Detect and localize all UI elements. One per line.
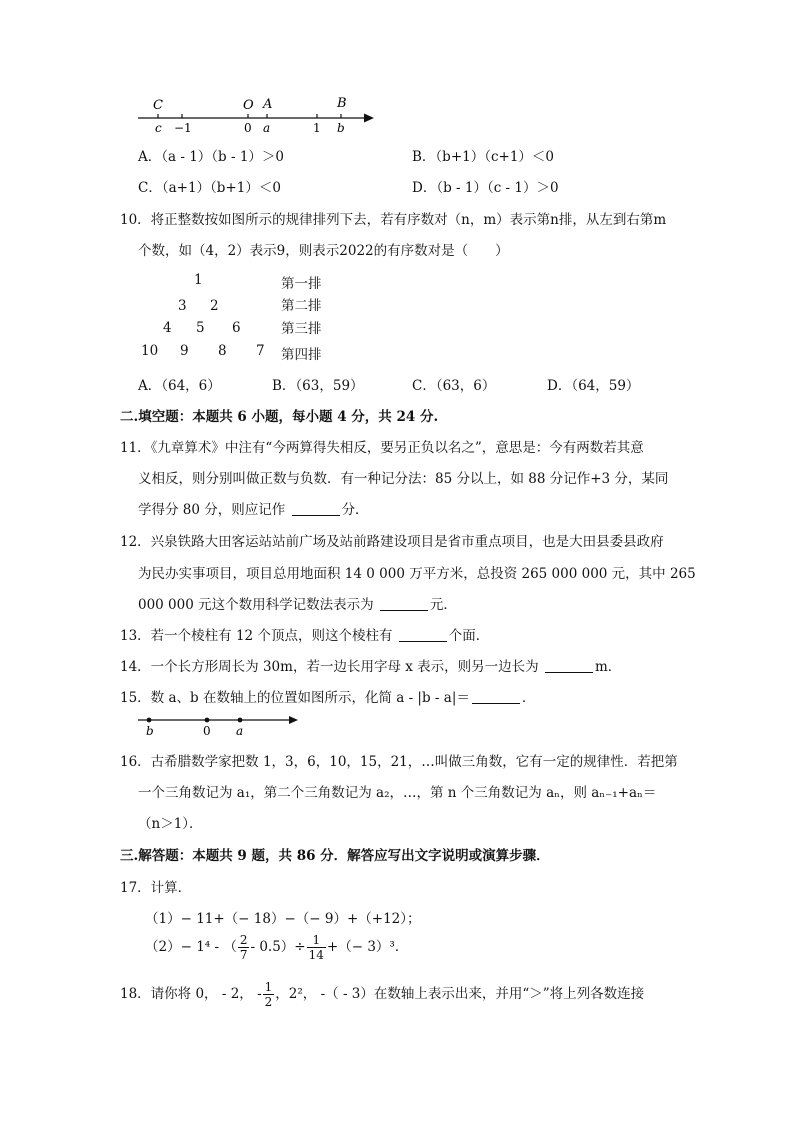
label-B: B [337,96,347,111]
tick-b: b [337,121,345,135]
triangle-cell: 9 [180,343,189,359]
q14-line: 14．一个长方形周长为 30m，若一边长用字母 x 表示，则另一边长为 m． [120,659,622,675]
triangle-cell: 5 [196,320,205,336]
q16-line3: （n＞1）． [138,816,203,832]
q12-line1: 12．兴泉铁路大田客运站站前广场及站前路建设项目是省市重点项目，也是大田县委县政府 [120,534,664,550]
fraction: $\frac{1}{14}$ [308,933,324,962]
q10-line2: 个数，如（4，2）表示9，则表示2022的有序数对是（ ） [138,243,509,259]
q9-option-c: C．（a+1）（b+1）＜0 [138,180,281,196]
q15-number-line [134,710,304,738]
q9-number-line [134,94,384,136]
q12-line3: 000 000 元这个数用科学记数法表示为 元． [138,597,457,613]
q9-option-d: D．（b - 1）（c - 1）＞0 [412,180,559,196]
q17-part1: （1）− 11+（− 18）−（− 9）+（+12）； [145,911,421,927]
q17-part2: （2）− 1⁴ - （ $\frac{2}{7}$ - 0.5）÷ $\frac{1}{14}$ +（− 3）³． [145,933,409,962]
label-C: C [153,98,163,113]
tick-a: a [263,121,271,135]
q16-line1: 16．古希腊数学家把数 1，3，6，10，15，21，…叫做三角数，它有一定的规律性．若把第 [120,754,678,770]
tick-neg1: −1 [174,121,192,135]
row-label: 第四排 [281,347,322,363]
q10-option-a: A．（64，6） [138,378,221,394]
triangle-cell: 3 [178,298,187,314]
answer-blank [472,691,520,704]
triangle-cell: 2 [210,298,219,314]
q16-line2: 一个三角数记为 a₁，第二个三角数记为 a₂，…，第 n 个三角数记为 aₙ，则 aₙ₋₁+aₙ＝ [138,785,657,801]
q9-option-b: B．（b+1）（c+1）＜0 [412,149,555,165]
row-label: 第一排 [281,276,322,292]
triangle-cell: 6 [232,320,241,336]
q12-line2: 为民办实事项目，项目总用地面积 14 0 000 万平方米，总投资 265 000 000 元，其中 265 [138,566,696,582]
answer-blank [292,503,340,516]
q17-title: 17．计算． [120,880,192,896]
triangle-cell: 1 [194,272,203,288]
point-0: 0 [203,724,211,738]
q10-option-b: B．（63，59） [272,378,364,394]
row-label: 第二排 [281,298,322,314]
answer-blank [399,629,447,642]
q10-option-d: D．（64，59） [547,378,640,394]
q11-line1: 11．《九章算术》中注有“今两算得失相反，要另正负以名之”，意思是：今有两数若其意 [120,440,644,456]
point-a: a [236,724,244,738]
triangle-cell: 7 [256,343,265,359]
tick-1: 1 [313,121,321,135]
section2-title: 二.填空题：本题共 6 小题，每小题 4 分，共 24 分. [120,409,439,425]
triangle-cell: 4 [163,320,172,336]
answer-blank [380,598,428,611]
row-label: 第三排 [281,321,322,337]
q10-option-c: C．（63，6） [412,378,496,394]
point-b: b [146,724,154,738]
tick-0: 0 [244,121,252,135]
q15-line: 15．数 a、b 在数轴上的位置如图所示，化简 a - |b - a|＝ ． [120,690,536,706]
q18-line: 18．请你将 0， - 2， - $\frac{1}{2}$ ，2²， -（ - 3）在数轴上表示出来，并用“＞”将上列各数连接 [120,980,645,1009]
fraction: $\frac{1}{2}$ [264,980,273,1009]
answer-blank [545,660,593,673]
fraction: $\frac{2}{7}$ [239,933,248,962]
section3-title: 三.解答题：本题共 9 题，共 86 分．解答应写出文字说明或演算步骤． [120,848,550,864]
label-A: A [263,97,273,112]
triangle-cell: 10 [141,343,159,359]
q9-option-a: A．（a - 1）（b - 1）＞0 [138,149,284,165]
tick-c: c [155,121,162,135]
q11-line2: 义相反，则分别叫做正数与负数．有一种记分法：85 分以上，如 88 分记作+3 分，某同 [138,471,669,487]
q10-line1: 10．将正整数按如图所示的规律排列下去，若有序数对（n，m）表示第n排，从左到右第m [120,212,667,228]
q13-line: 13．若一个棱柱有 12 个顶点，则这个棱柱有 个面． [120,628,490,644]
q11-line3: 学得分 80 分，则应记作 分． [138,502,369,518]
label-O: O [243,98,254,113]
triangle-cell: 8 [218,343,227,359]
